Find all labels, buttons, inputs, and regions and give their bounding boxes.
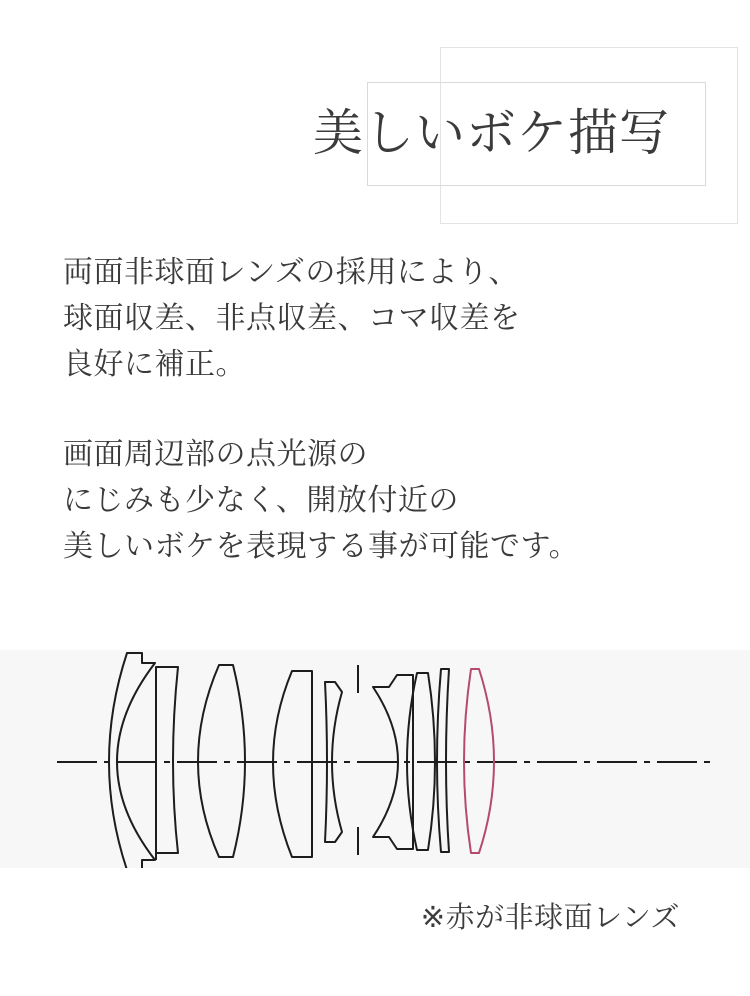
paragraph-line: にじみも少なく、開放付近の: [63, 484, 459, 517]
diagram-caption: ※赤が非球面レンズ: [420, 902, 680, 934]
lens-diagram: [0, 650, 750, 868]
paragraph-line: 球面収差、非点収差、コマ収差を: [63, 302, 521, 335]
paragraph-aberration-correction: [63, 250, 521, 388]
page-title: 美しいボケ描写: [313, 105, 670, 161]
paragraph-line: 画面周辺部の点光源の: [63, 438, 368, 471]
paragraph-bokeh-description: [63, 432, 579, 570]
paragraph-line: 美しいボケを表現する事が可能です。: [63, 530, 580, 563]
paragraph-line: 両面非球面レンズの採用により、: [63, 256, 519, 289]
paragraph-line: 良好に補正。: [63, 348, 246, 381]
lens-diagram-svg: [0, 650, 750, 868]
